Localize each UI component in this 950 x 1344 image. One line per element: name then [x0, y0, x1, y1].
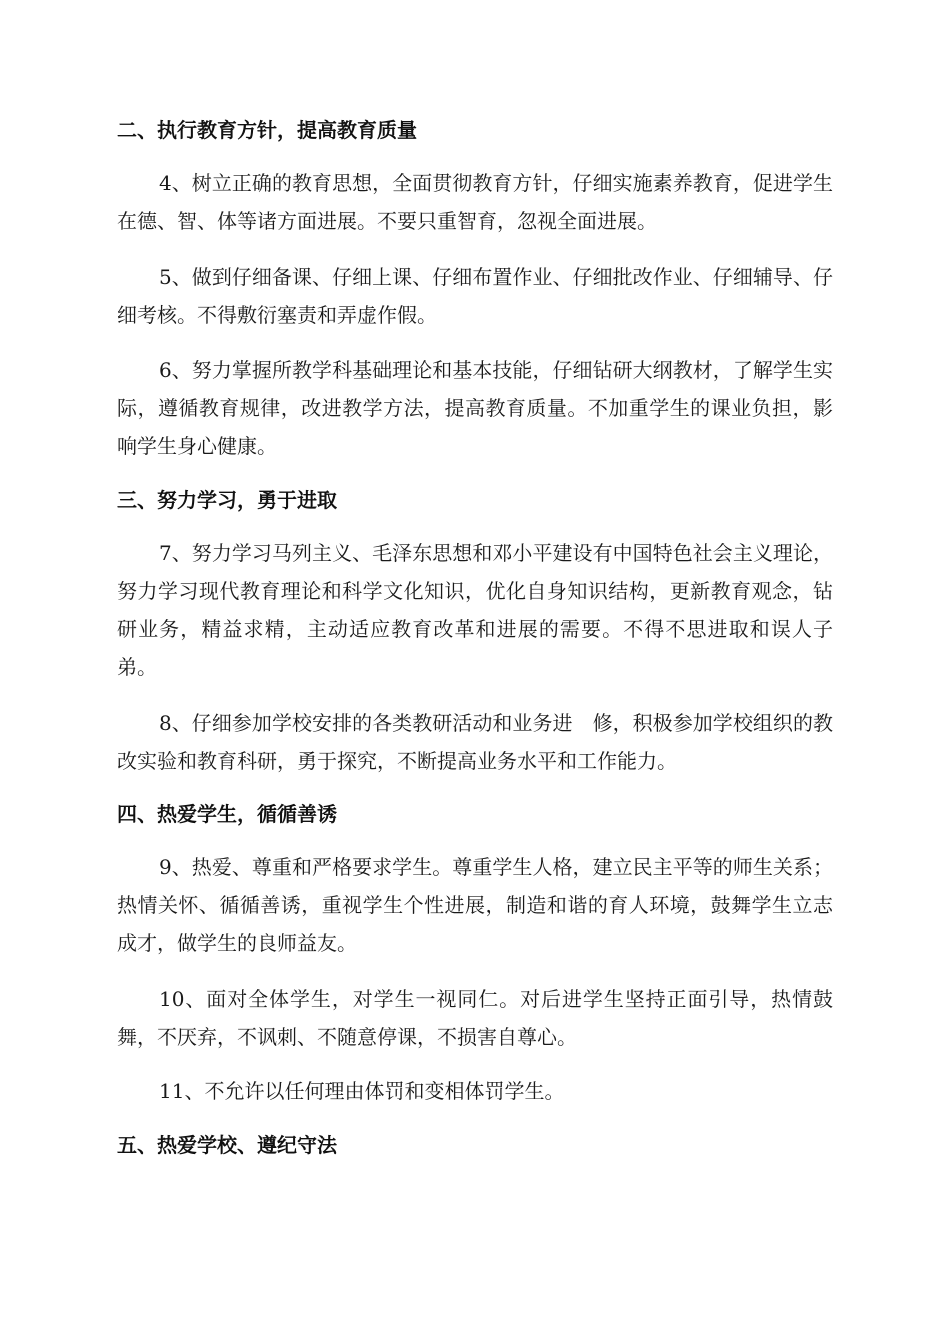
- paragraph: 6、努力掌握所教学科基础理论和基本技能，仔细钻研大纲教材，了解学生实际，遵循教育规律，改进教学方法，提高教育质量。不加重学生的课业负担，影响学生身心健康。: [117, 358, 833, 458]
- section-heading: 二、执行教育方针，提高教育质量: [117, 118, 417, 142]
- paragraph: 4、树立正确的教育思想，全面贯彻教育方针，仔细实施素养教育，促进学生在德、智、体等诸方面进展。不要只重智育，忽视全面进展。: [117, 171, 833, 233]
- paragraph: 9、热爱、尊重和严格要求学生。尊重学生人格，建立民主平等的师生关系；热情关怀、循循善诱，重视学生个性进展，制造和谐的育人环境，鼓舞学生立志成才，做学生的良师益友。: [117, 855, 833, 955]
- section-heading: 四、热爱学生，循循善诱: [117, 802, 337, 826]
- paragraph: 10、面对全体学生，对学生一视同仁。对后进学生坚持正面引导，热情鼓舞，不厌弃，不讽刺、不随意停课，不损害自尊心。: [117, 987, 833, 1049]
- paragraph: 11、不允许以任何理由体罚和变相体罚学生。: [159, 1079, 565, 1103]
- paragraph: 8、仔细参加学校安排的各类教研活动和业务进 修，积极参加学校组织的教改实验和教育科研，勇于探究，不断提高业务水平和工作能力。: [117, 711, 833, 773]
- paragraph: 7、努力学习马列主义、毛泽东思想和邓小平建设有中国特色社会主义理论，努力学习现代教育理论和科学文化知识，优化自身知识结构，更新教育观念，钻研业务，精益求精，主动适应教育改革和进展的需要。不得不思进取和误人子弟。: [117, 541, 833, 679]
- paragraph: 5、做到仔细备课、仔细上课、仔细布置作业、仔细批改作业、仔细辅导、仔细考核。不得敷衍塞责和弄虚作假。: [117, 265, 833, 327]
- section-heading: 三、努力学习，勇于进取: [117, 488, 337, 512]
- section-heading: 五、热爱学校、遵纪守法: [117, 1133, 337, 1157]
